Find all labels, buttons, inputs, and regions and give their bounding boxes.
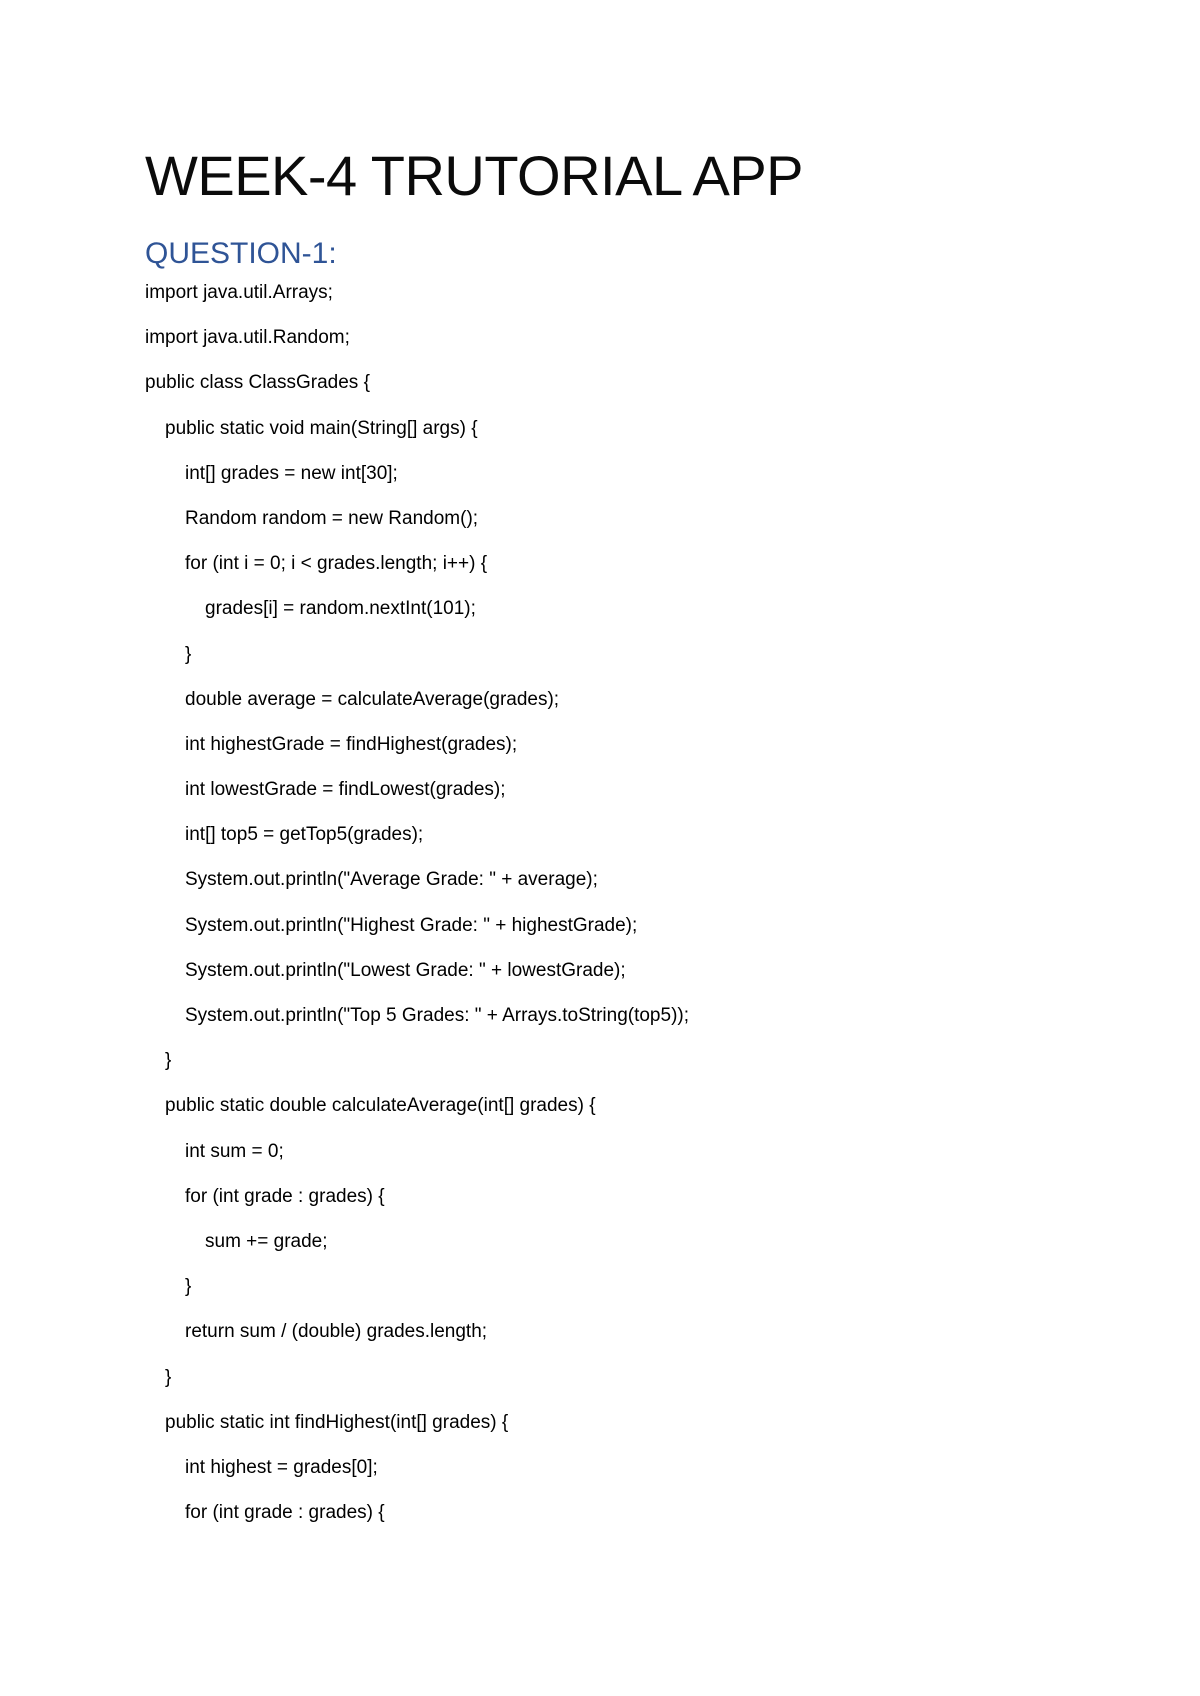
code-line: public static double calculateAverage(int[] grades) {	[165, 1095, 596, 1117]
code-line: return sum / (double) grades.length;	[185, 1321, 488, 1343]
document-title: WEEK-4 TRUTORIAL APP	[145, 144, 804, 207]
code-line: int highestGrade = findHighest(grades);	[185, 733, 518, 755]
code-line: import java.util.Random;	[145, 327, 350, 349]
code-line: public static void main(String[] args) {	[165, 417, 478, 439]
code-listing	[145, 270, 1145, 1535]
code-line: System.out.println("Average Grade: " + average);	[185, 869, 598, 891]
question-heading: QUESTION-1:	[145, 237, 337, 270]
code-line: sum += grade;	[205, 1230, 328, 1252]
code-line: double average = calculateAverage(grades);	[185, 688, 560, 710]
code-line: int lowestGrade = findLowest(grades);	[185, 779, 506, 801]
code-line: }	[185, 643, 192, 665]
code-line: System.out.println("Highest Grade: " + highestGrade);	[185, 914, 638, 936]
code-line: int highest = grades[0];	[185, 1456, 378, 1478]
code-line: }	[165, 1050, 172, 1072]
code-line: System.out.println("Top 5 Grades: " + Arrays.toString(top5));	[185, 1005, 690, 1026]
code-line: }	[185, 1276, 192, 1298]
code-line: System.out.println("Lowest Grade: " + lowestGrade);	[185, 959, 626, 981]
code-line: Random random = new Random();	[185, 507, 479, 529]
code-line: public static int findHighest(int[] grades) {	[165, 1411, 509, 1433]
code-line: grades[i] = random.nextInt(101);	[205, 598, 476, 620]
code-line: int[] grades = new int[30];	[185, 462, 398, 484]
code-line: int sum = 0;	[185, 1140, 284, 1162]
code-line: for (int grade : grades) {	[185, 1502, 385, 1524]
code-line: for (int grade : grades) {	[185, 1185, 385, 1207]
code-line: int[] top5 = getTop5(grades);	[185, 824, 424, 846]
code-line: }	[165, 1366, 172, 1388]
code-line: import java.util.Arrays;	[145, 282, 333, 303]
code-line: for (int i = 0; i < grades.length; i++) {	[185, 553, 488, 575]
code-line: public class ClassGrades {	[145, 372, 370, 394]
